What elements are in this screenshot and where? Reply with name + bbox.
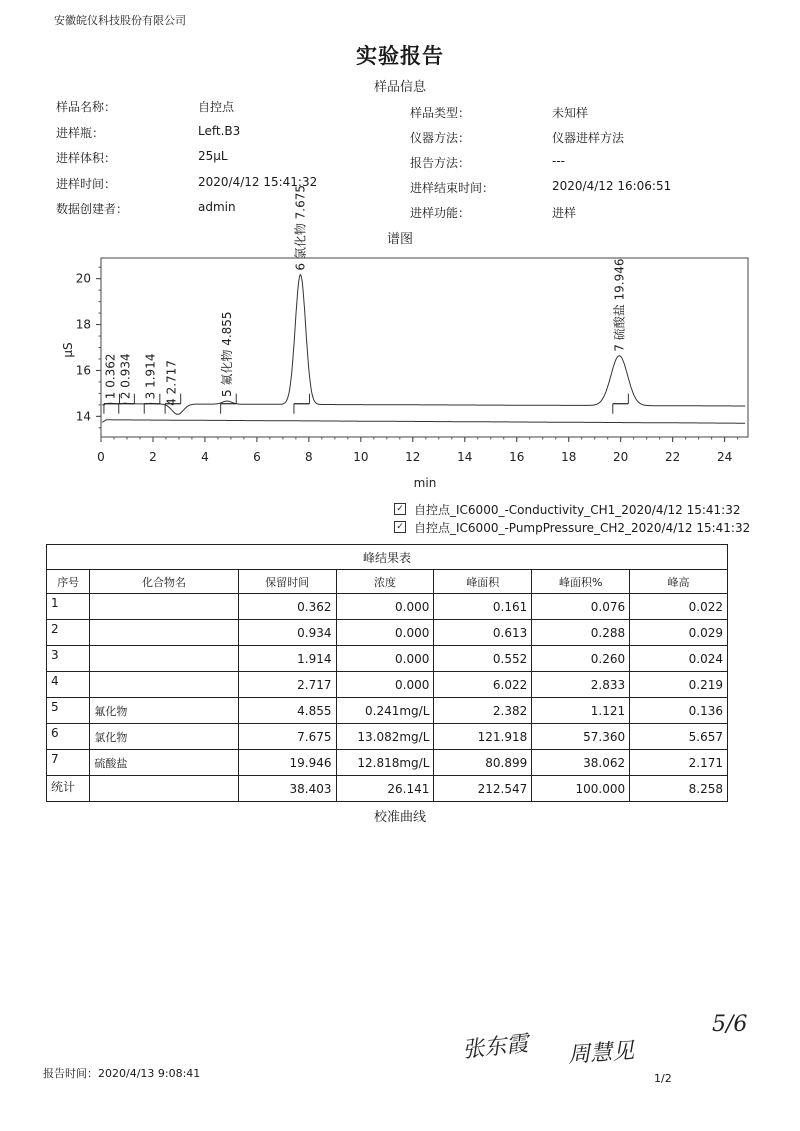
series-line-pump-pressure [102, 420, 745, 423]
info-label: 仪器方法： [410, 131, 471, 145]
info-value: 仪器进样方法 [552, 131, 625, 145]
cell-retention-time: 0.934 [238, 620, 336, 646]
peak-label: 5 氟化物 4.855 [220, 311, 235, 398]
table-row [47, 594, 728, 620]
cell-index: 2 [47, 620, 90, 646]
x-axis-label: min [413, 476, 437, 490]
cell-compound [90, 646, 238, 672]
legend-label: 自控点_IC6000_-PumpPressure_CH2_2020/4/12 15:41:32 [414, 520, 751, 535]
y-tick-label: 16 [75, 363, 91, 378]
x-tick-label: 2 [149, 450, 157, 464]
cell-retention-time: 1.914 [238, 646, 336, 672]
info-value: --- [552, 154, 565, 168]
checkbox-checked-icon[interactable]: ✓ [394, 521, 406, 533]
cell-concentration: 0.241mg/L [336, 698, 434, 724]
peak-label: 2 0.934 [118, 353, 133, 400]
cell-concentration: 0.000 [336, 672, 434, 698]
x-tick-label: 18 [561, 450, 577, 464]
cell-concentration: 12.818mg/L [336, 750, 434, 776]
cell-peak-area-percent: 100.000 [532, 776, 630, 802]
cell-compound: 氟化物 [90, 698, 238, 724]
cell-retention-time: 38.403 [238, 776, 336, 802]
cell-compound [90, 672, 238, 698]
cell-compound [90, 594, 238, 620]
info-label: 进样结束时间： [410, 181, 495, 195]
cell-concentration: 0.000 [336, 594, 434, 620]
cell-index: 统计 [47, 776, 90, 802]
cell-concentration: 26.141 [336, 776, 434, 802]
table-row [47, 698, 728, 724]
cell-peak-height: 5.657 [630, 724, 728, 750]
info-label: 进样功能： [410, 206, 471, 220]
cell-peak-area: 2.382 [434, 698, 532, 724]
info-label: 样品名称： [56, 100, 117, 114]
x-tick-label: 6 [253, 450, 261, 464]
cell-compound [90, 620, 238, 646]
section-spectrum: 谱图 [386, 232, 413, 247]
cell-peak-height: 0.136 [630, 698, 728, 724]
legend-item[interactable] [394, 518, 750, 536]
info-label: 进样时间： [56, 177, 117, 191]
x-tick-label: 8 [305, 450, 313, 464]
y-tick-label: 14 [75, 409, 91, 424]
x-tick-label: 0 [97, 450, 105, 464]
info-value: 未知样 [552, 106, 589, 120]
header-compound: 化合物名 [90, 570, 238, 594]
cell-compound: 硫酸盐 [90, 750, 238, 776]
cell-peak-area-percent: 0.076 [532, 594, 630, 620]
cell-peak-area-percent: 57.360 [532, 724, 630, 750]
header-peak-area: 峰面积 [434, 570, 532, 594]
cell-index: 6 [47, 724, 90, 750]
cell-peak-area-percent: 2.833 [532, 672, 630, 698]
header-peak-area-percent: 峰面积% [532, 570, 630, 594]
info-value: 2020/4/12 15:41:32 [198, 175, 318, 189]
cell-peak-area-percent: 38.062 [532, 750, 630, 776]
info-label: 数据创建者： [56, 202, 129, 216]
table-row [47, 646, 728, 672]
x-tick-label: 24 [716, 450, 733, 464]
x-tick-label: 16 [509, 450, 525, 464]
signature-1: 张东霞 [461, 1031, 530, 1064]
cell-index: 5 [47, 698, 90, 724]
peak-results-table [46, 544, 728, 802]
x-tick-label: 22 [665, 450, 681, 464]
chart-series [102, 275, 745, 424]
section-sample-info: 样品信息 [373, 80, 426, 95]
cell-retention-time: 2.717 [238, 672, 336, 698]
report-time: 报告时间：2020/4/13 9:08:41 [43, 1067, 201, 1080]
info-value: Left.B3 [198, 124, 241, 138]
cell-compound: 氯化物 [90, 724, 238, 750]
section-calibration: 校准曲线 [373, 810, 426, 825]
series-line-conductivity [102, 275, 745, 415]
company-name: 安徽皖仪科技股份有限公司 [54, 14, 186, 27]
peak-label: 4 2.717 [164, 360, 179, 406]
x-tick-label: 12 [405, 450, 421, 464]
info-label: 报告方法： [410, 156, 471, 170]
info-value: 2020/4/12 16:06:51 [552, 179, 672, 193]
cell-peak-area: 0.552 [434, 646, 532, 672]
cell-retention-time: 7.675 [238, 724, 336, 750]
table-title: 峰结果表 [47, 545, 728, 570]
chromatogram-chart [0, 0, 800, 495]
cell-peak-height: 0.029 [630, 620, 728, 646]
info-label: 进样瓶： [56, 126, 105, 140]
cell-peak-height: 0.219 [630, 672, 728, 698]
peak-label: 6 氯化物 7.675 [293, 184, 308, 271]
info-value: 25μL [198, 149, 228, 163]
cell-concentration: 13.082mg/L [336, 724, 434, 750]
cell-peak-height: 2.171 [630, 750, 728, 776]
page-mark: 5/6 [712, 1012, 748, 1037]
table-header-row [47, 570, 728, 594]
signature-2: 周慧见 [567, 1038, 635, 1069]
cell-retention-time: 4.855 [238, 698, 336, 724]
info-label: 样品类型： [410, 106, 471, 120]
cell-peak-area: 6.022 [434, 672, 532, 698]
cell-retention-time: 19.946 [238, 750, 336, 776]
cell-peak-area: 0.613 [434, 620, 532, 646]
x-tick-label: 14 [457, 450, 473, 464]
cell-concentration: 0.000 [336, 646, 434, 672]
checkbox-checked-icon[interactable]: ✓ [394, 503, 406, 515]
x-tick-label: 20 [613, 450, 629, 464]
table-row [47, 620, 728, 646]
legend-item[interactable] [394, 500, 750, 518]
cell-peak-height: 0.024 [630, 646, 728, 672]
info-label: 进样体积： [56, 151, 117, 165]
y-axis-label: μS [61, 342, 75, 358]
cell-peak-area: 0.161 [434, 594, 532, 620]
table-row [47, 750, 728, 776]
table-row [47, 724, 728, 750]
x-tick-label: 4 [201, 450, 209, 464]
info-value: 自控点 [198, 100, 235, 114]
cell-peak-area: 121.918 [434, 724, 532, 750]
table-row [47, 776, 728, 802]
x-tick-label: 10 [353, 450, 369, 464]
page-number: 1/2 [654, 1072, 672, 1085]
cell-peak-area: 212.547 [434, 776, 532, 802]
cell-peak-area-percent: 0.260 [532, 646, 630, 672]
cell-peak-area-percent: 0.288 [532, 620, 630, 646]
cell-peak-area: 80.899 [434, 750, 532, 776]
cell-peak-area-percent: 1.121 [532, 698, 630, 724]
chart-legend [394, 500, 750, 536]
cell-index: 4 [47, 672, 90, 698]
cell-index: 3 [47, 646, 90, 672]
peak-label: 3 1.914 [143, 353, 158, 400]
y-tick-label: 18 [75, 317, 91, 332]
peak-label: 7 硫酸盐 19.946 [612, 258, 627, 352]
table-row [47, 672, 728, 698]
header-retention-time: 保留时间 [238, 570, 336, 594]
chart-peak-marks [103, 185, 628, 414]
cell-compound [90, 776, 238, 802]
cell-concentration: 0.000 [336, 620, 434, 646]
header-concentration: 浓度 [336, 570, 434, 594]
header-index: 序号 [47, 570, 90, 594]
cell-retention-time: 0.362 [238, 594, 336, 620]
cell-peak-height: 0.022 [630, 594, 728, 620]
info-value: 进样 [552, 206, 577, 220]
report-title: 实验报告 [356, 44, 444, 68]
peak-label: 1 0.362 [103, 353, 118, 400]
header-peak-height: 峰高 [630, 570, 728, 594]
info-value: admin [198, 200, 236, 214]
cell-index: 7 [47, 750, 90, 776]
plot-frame [101, 258, 748, 437]
y-tick-label: 20 [75, 271, 91, 286]
cell-index: 1 [47, 594, 90, 620]
cell-peak-height: 8.258 [630, 776, 728, 802]
legend-label: 自控点_IC6000_-Conductivity_CH1_2020/4/12 15:41:32 [414, 502, 741, 517]
table-title-row [47, 545, 728, 570]
